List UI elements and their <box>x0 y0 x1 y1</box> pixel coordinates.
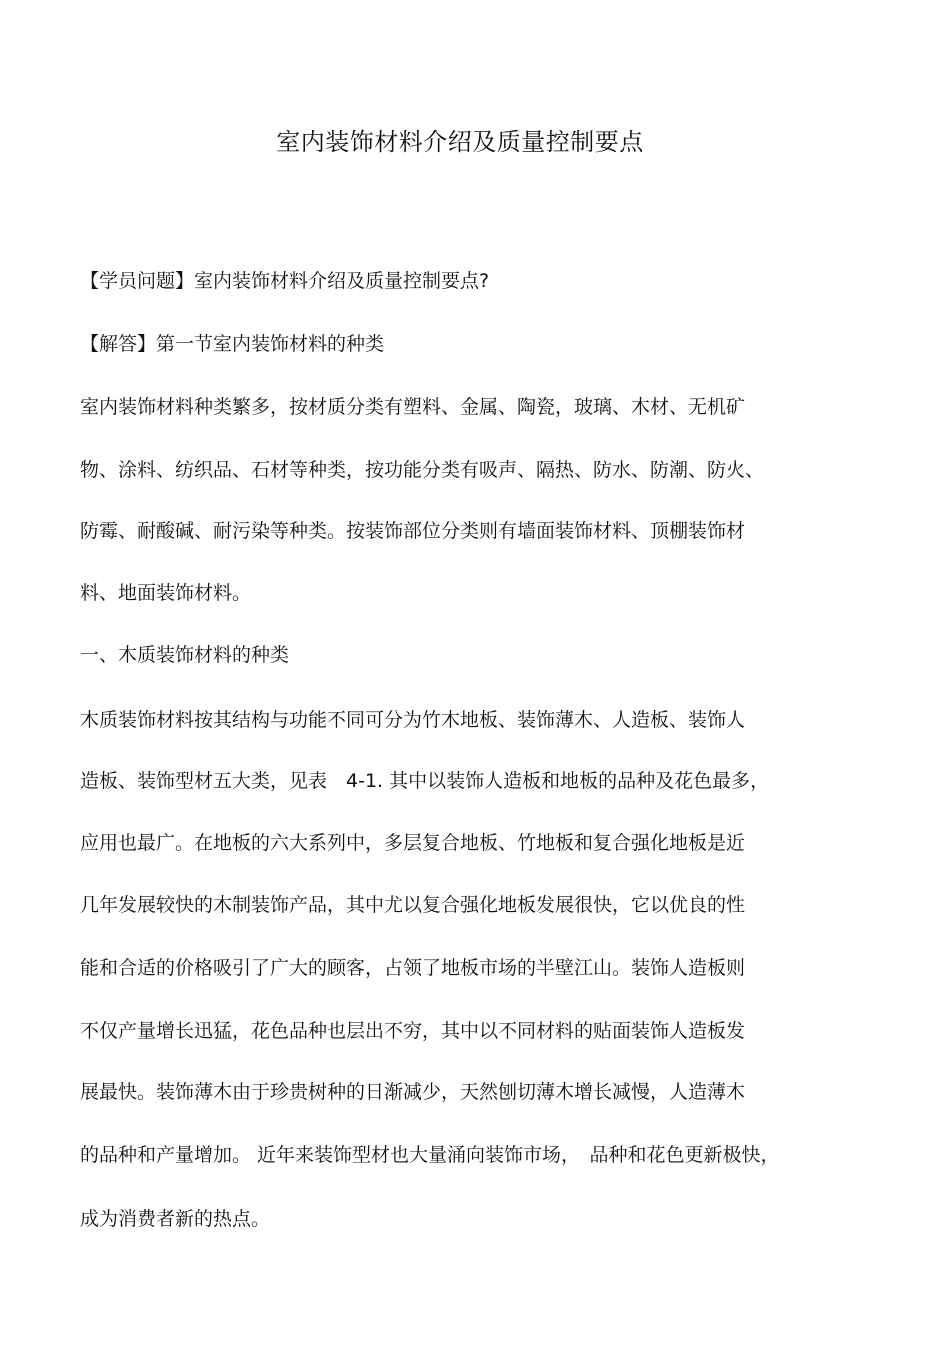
paragraph-line: 几年发展较快的木制装饰产品，其中尤以复合强化地板发展很快，它以优良的性 <box>80 894 746 916</box>
answer-heading: 【解答】第一节室内装饰材料的种类 <box>80 333 385 355</box>
document-title: 室内装饰材料介绍及质量控制要点 <box>276 128 644 156</box>
paragraph-line: 防霉、耐酸碱、耐污染等种类。按装饰部位分类则有墙面装饰材料、顶棚装饰材 <box>80 520 746 542</box>
paragraph-line: 应用也最广。在地板的六大系列中，多层复合地板、竹地板和复合强化地板是近 <box>80 832 746 854</box>
question-line: 【学员问题】室内装饰材料介绍及质量控制要点? <box>80 270 490 292</box>
section-heading: 一、木质装饰材料的种类 <box>80 644 290 666</box>
paragraph-line: 展最快。装饰薄木由于珍贵树种的日渐减少，天然刨切薄木增长减慢，人造薄木 <box>80 1081 746 1103</box>
paragraph-line: 物、涂料、纺织品、石材等种类，按功能分类有吸声、隔热、防水、防潮、防火、 <box>80 459 765 481</box>
paragraph-line: 木质装饰材料按其结构与功能不同可分为竹木地板、装饰薄木、人造板、装饰人 <box>80 709 746 731</box>
paragraph-line: 室内装饰材料种类繁多，按材质分类有塑料、金属、陶瓷，玻璃、木材、无机矿 <box>80 396 746 418</box>
paragraph-line: 不仅产量增长迅猛，花色品种也层出不穷，其中以不同材料的贴面装饰人造板发 <box>80 1020 746 1042</box>
paragraph-line: 成为消费者新的热点。 <box>80 1208 271 1230</box>
paragraph-line: 能和合适的价格吸引了广大的顾客，占领了地板市场的半壁江山。装饰人造板则 <box>80 957 746 979</box>
paragraph-line: 料、地面装饰材料。 <box>80 582 252 604</box>
paragraph-line: 的品种和产量增加。 近年来装饰型材也大量涌向装饰市场， 品种和花色更新极快， <box>80 1144 780 1166</box>
paragraph-line: 造板、装饰型材五大类，见表 4-1. 其中以装饰人造板和地板的品种及花色最多， <box>80 770 770 792</box>
